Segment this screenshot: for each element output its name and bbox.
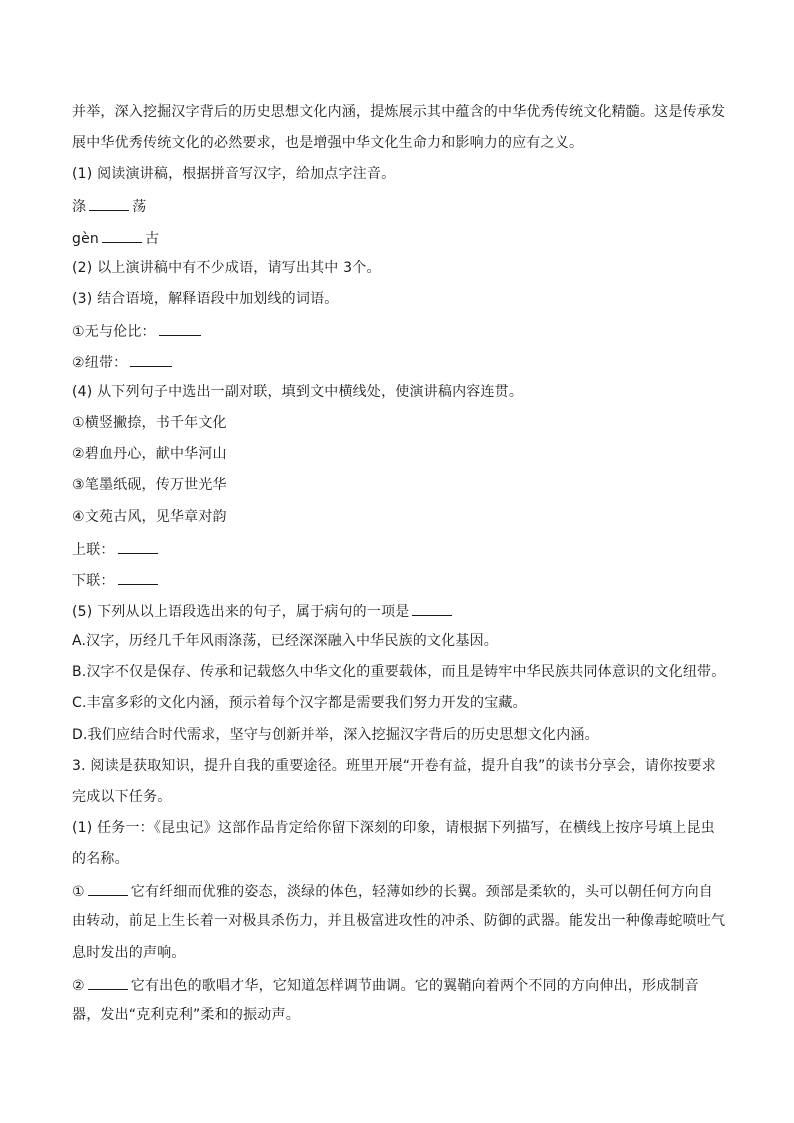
q4-option-3: ③笔墨纸砚，传万世光华 <box>72 477 227 493</box>
q4-lower-blank[interactable] <box>118 569 158 585</box>
q3-item-2-blank[interactable] <box>130 351 172 367</box>
q4-upper <box>72 538 732 558</box>
q5-prompt <box>72 600 732 620</box>
q1-item-1-pre: 涤 <box>72 199 87 215</box>
q1-item-2-post: 古 <box>144 231 160 247</box>
q5-option-b: B.汉字不仅是保存、传承和记载悠久中华文化的重要载体，而且是铸牢中华民族共同体意识的文化纽带。 <box>72 664 726 680</box>
q1-item-1-post: 荡 <box>132 199 147 215</box>
q4-upper-blank[interactable] <box>118 538 158 554</box>
q5-option-d: D.我们应结合时代需求，坚守与创新并举，深入挖掘汉字背后的历史思想文化内涵。 <box>72 727 599 743</box>
q1-prompt: (1) 阅读演讲稿，根据拼音写汉字，给加点字注音。 <box>72 166 396 182</box>
q3-item-2-label: ②纽带： <box>72 355 128 371</box>
desc1-blank[interactable] <box>88 880 128 896</box>
desc1-line-2: 由转动，前足上生长着一对极具杀伤力，并且极富进攻性的冲杀、防御的武器。能发出一种像毒蛇喷吐气 <box>72 913 726 929</box>
q3-item-1 <box>72 320 732 340</box>
q3-item-2 <box>72 351 732 371</box>
desc2-text: 它有出色的歌唱才华，它知道怎样调节曲调。它的翼鞘向着两个不同的方向伸出，形成制音 <box>130 978 699 994</box>
task1-line-1: (1) 任务一：《昆虫记》这部作品肯定给你留下深刻的印象，请根据下列描写，在横线上按序号填上昆虫 <box>72 820 715 836</box>
task1-line-2: 的名称。 <box>72 851 129 867</box>
q3-item-1-label: ①无与伦比： <box>72 324 156 340</box>
intro-line-1: 并举，深入挖掘汉字背后的历史思想文化内涵，提炼展示其中蕴含的中华优秀传统文化精髓。这是传承发 <box>72 104 726 120</box>
q5-option-a: A.汉字，历经几千年风雨涤荡，已经深深融入中华民族的文化基因。 <box>72 633 498 649</box>
q5-blank[interactable] <box>412 600 452 616</box>
q1-item-1-blank[interactable] <box>89 195 129 211</box>
desc1-line-3: 息时发出的声响。 <box>72 945 186 961</box>
q4-prompt: (4) 从下列句子中选出一副对联，填到文中横线处，使演讲稿内容连贯。 <box>72 384 524 400</box>
q1-item-1 <box>72 195 732 215</box>
q2-prompt: (2) 以上演讲稿中有不少成语，请写出其中 3个。 <box>72 260 381 276</box>
q5-prompt-text: (5) 下列从以上语段选出来的句子，属于病句的一项是 <box>72 604 410 620</box>
q4-option-2: ②碧血丹心，献中华河山 <box>72 446 227 462</box>
q5-option-c: C.丰富多彩的文化内涵，预示着每个汉字都是需要我们努力开发的宝藏。 <box>72 695 527 711</box>
question3-line-2: 完成以下任务。 <box>72 789 172 805</box>
q4-option-4: ④文苑古风，见华章对韵 <box>72 509 227 525</box>
q3-prompt: (3) 结合语境，解释语段中加划线的词语。 <box>72 291 339 307</box>
desc1-marker: ① <box>72 884 85 900</box>
q1-item-2-blank[interactable] <box>102 227 142 243</box>
q4-lower <box>72 569 732 589</box>
q4-upper-label: 上联： <box>72 542 115 558</box>
q1-item-2 <box>72 227 732 247</box>
desc1-text: 它有纤细而优雅的姿态，淡绿的体色，轻薄如纱的长翼。颈部是柔软的，头可以朝任何方向自 <box>130 884 713 900</box>
question3-line-1: 3. 阅读是获取知识，提升自我的重要途径。班里开展“开卷有益，提升自我”的读书分享会，请你按要求 <box>72 758 716 774</box>
desc2-line-2: 器，发出“克利克利”柔和的振动声。 <box>72 1007 300 1023</box>
intro-line-2: 展中华优秀传统文化的必然要求，也是增强中华文化生命力和影响力的应有之义。 <box>72 135 584 151</box>
desc1-line-1 <box>72 880 732 900</box>
q4-lower-label: 下联： <box>72 573 115 589</box>
desc2-marker: ② <box>72 978 85 994</box>
desc2-blank[interactable] <box>88 974 128 990</box>
q4-option-1: ①横竖撇捺，书千年文化 <box>72 415 227 431</box>
desc2-line-1 <box>72 974 732 994</box>
q1-item-2-pre: gèn <box>72 231 99 247</box>
q3-item-1-blank[interactable] <box>159 320 201 336</box>
